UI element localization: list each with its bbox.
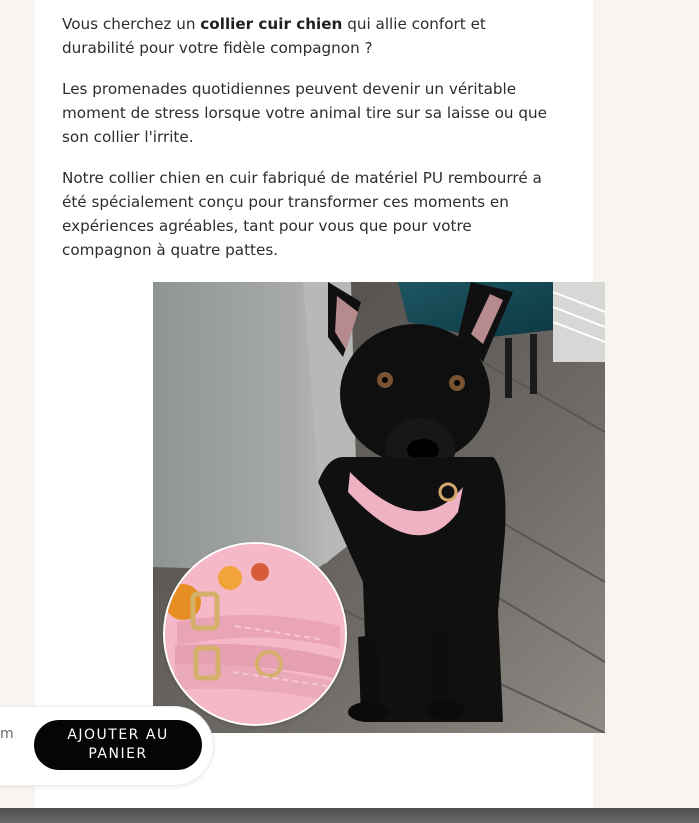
page-bottom-shadow xyxy=(0,808,699,823)
description-paragraph-1 xyxy=(62,12,562,60)
product-description xyxy=(62,12,562,279)
description-keyword: collier cuir chien xyxy=(200,15,343,33)
description-text: Vous cherchez un xyxy=(62,15,201,33)
description-text: qui allie confort et durabilité pour votre fidèle compagnon ? xyxy=(62,15,486,57)
add-to-cart-button[interactable]: AJOUTER AU PANIER xyxy=(34,720,202,770)
description-paragraph-3: Notre collier chien en cuir fabriqué de matériel PU rembourré a été spécialement conçu pour transformer ces moments en expériences agréables, tant pour vous que pour votre compagnon à quatre pattes. xyxy=(62,169,542,259)
collar-inset-illustration xyxy=(165,544,345,724)
description-paragraph-2: Les promenades quotidiennes peuvent devenir un véritable moment de stress lorsque votre animal tire sur sa laisse ou que son collier l'irrite. xyxy=(62,80,547,146)
selected-variant-label: m xyxy=(0,726,14,742)
collar-inset-photo xyxy=(163,542,347,726)
